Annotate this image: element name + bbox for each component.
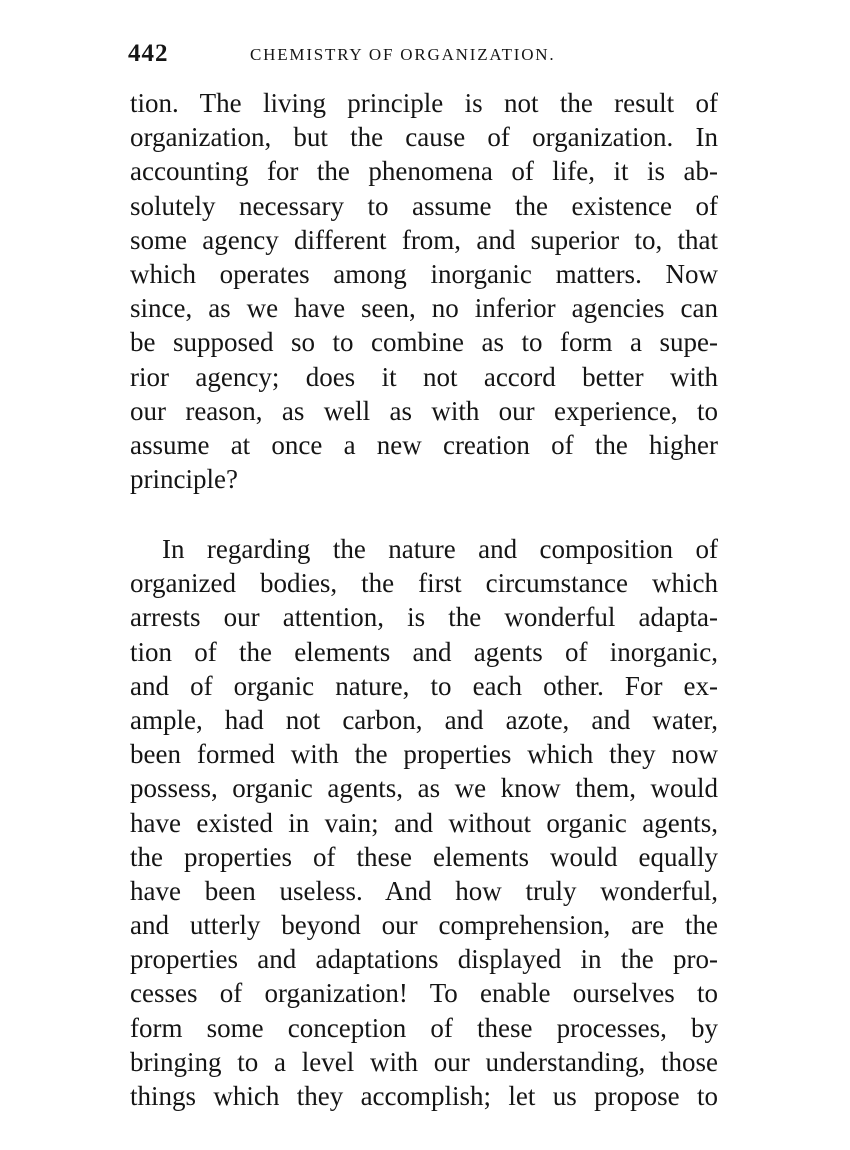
text-line: tion of the elements and agents of inorganic, — [130, 636, 718, 667]
text-line: and utterly beyond our comprehension, are the — [130, 910, 718, 941]
text-line: cesses of organization! To enable ourselves to — [130, 978, 718, 1009]
text-line: tion. The living principle is not the result of — [130, 88, 718, 118]
paragraph-2 — [130, 532, 718, 1113]
page-number: 442 — [128, 40, 169, 67]
text-line: and of organic nature, to each other. For ex- — [130, 670, 718, 701]
text-line: the properties of these elements would equally — [130, 841, 718, 872]
text-line: rior agency; does it not accord better with — [130, 361, 718, 392]
text-line: organized bodies, the first circumstance which — [130, 568, 718, 599]
running-head — [128, 40, 728, 70]
text-line: principle? — [130, 464, 238, 495]
text-line: have existed in vain; and without organic agents, — [130, 807, 718, 838]
text-line: arrests our attention, is the wonderful adapta- — [130, 602, 718, 633]
text-line: have been useless. And how truly wonderful, — [130, 875, 718, 906]
text-line: In regarding the nature and composition of — [162, 534, 718, 564]
text-line: possess, organic agents, as we know them, would — [130, 773, 718, 804]
text-line: properties and adaptations displayed in the pro- — [130, 944, 718, 975]
text-line: solutely necessary to assume the existence of — [130, 190, 718, 221]
text-line: organization, but the cause of organization. In — [130, 122, 718, 153]
text-line: some agency different from, and superior to, that — [130, 224, 718, 255]
text-line: things which they accomplish; let us propose to — [130, 1081, 718, 1111]
text-line: ample, had not carbon, and azote, and water, — [130, 704, 718, 735]
text-line: since, as we have seen, no inferior agencies can — [130, 293, 718, 324]
text-line: accounting for the phenomena of life, it is ab- — [130, 156, 718, 187]
text-line: form some conception of these processes, by — [130, 1012, 718, 1043]
text-line: assume at once a new creation of the higher — [130, 429, 718, 460]
text-line: be supposed so to combine as to form a supe- — [130, 327, 718, 358]
paragraph-1 — [130, 86, 718, 496]
text-line: been formed with the properties which they now — [130, 739, 718, 770]
text-line: our reason, as well as with our experience, to — [130, 395, 718, 426]
text-line: bringing to a level with our understanding, those — [130, 1046, 718, 1077]
running-title: CHEMISTRY OF ORGANIZATION. — [250, 45, 556, 64]
text-line: which operates among inorganic matters. Now — [130, 258, 718, 289]
